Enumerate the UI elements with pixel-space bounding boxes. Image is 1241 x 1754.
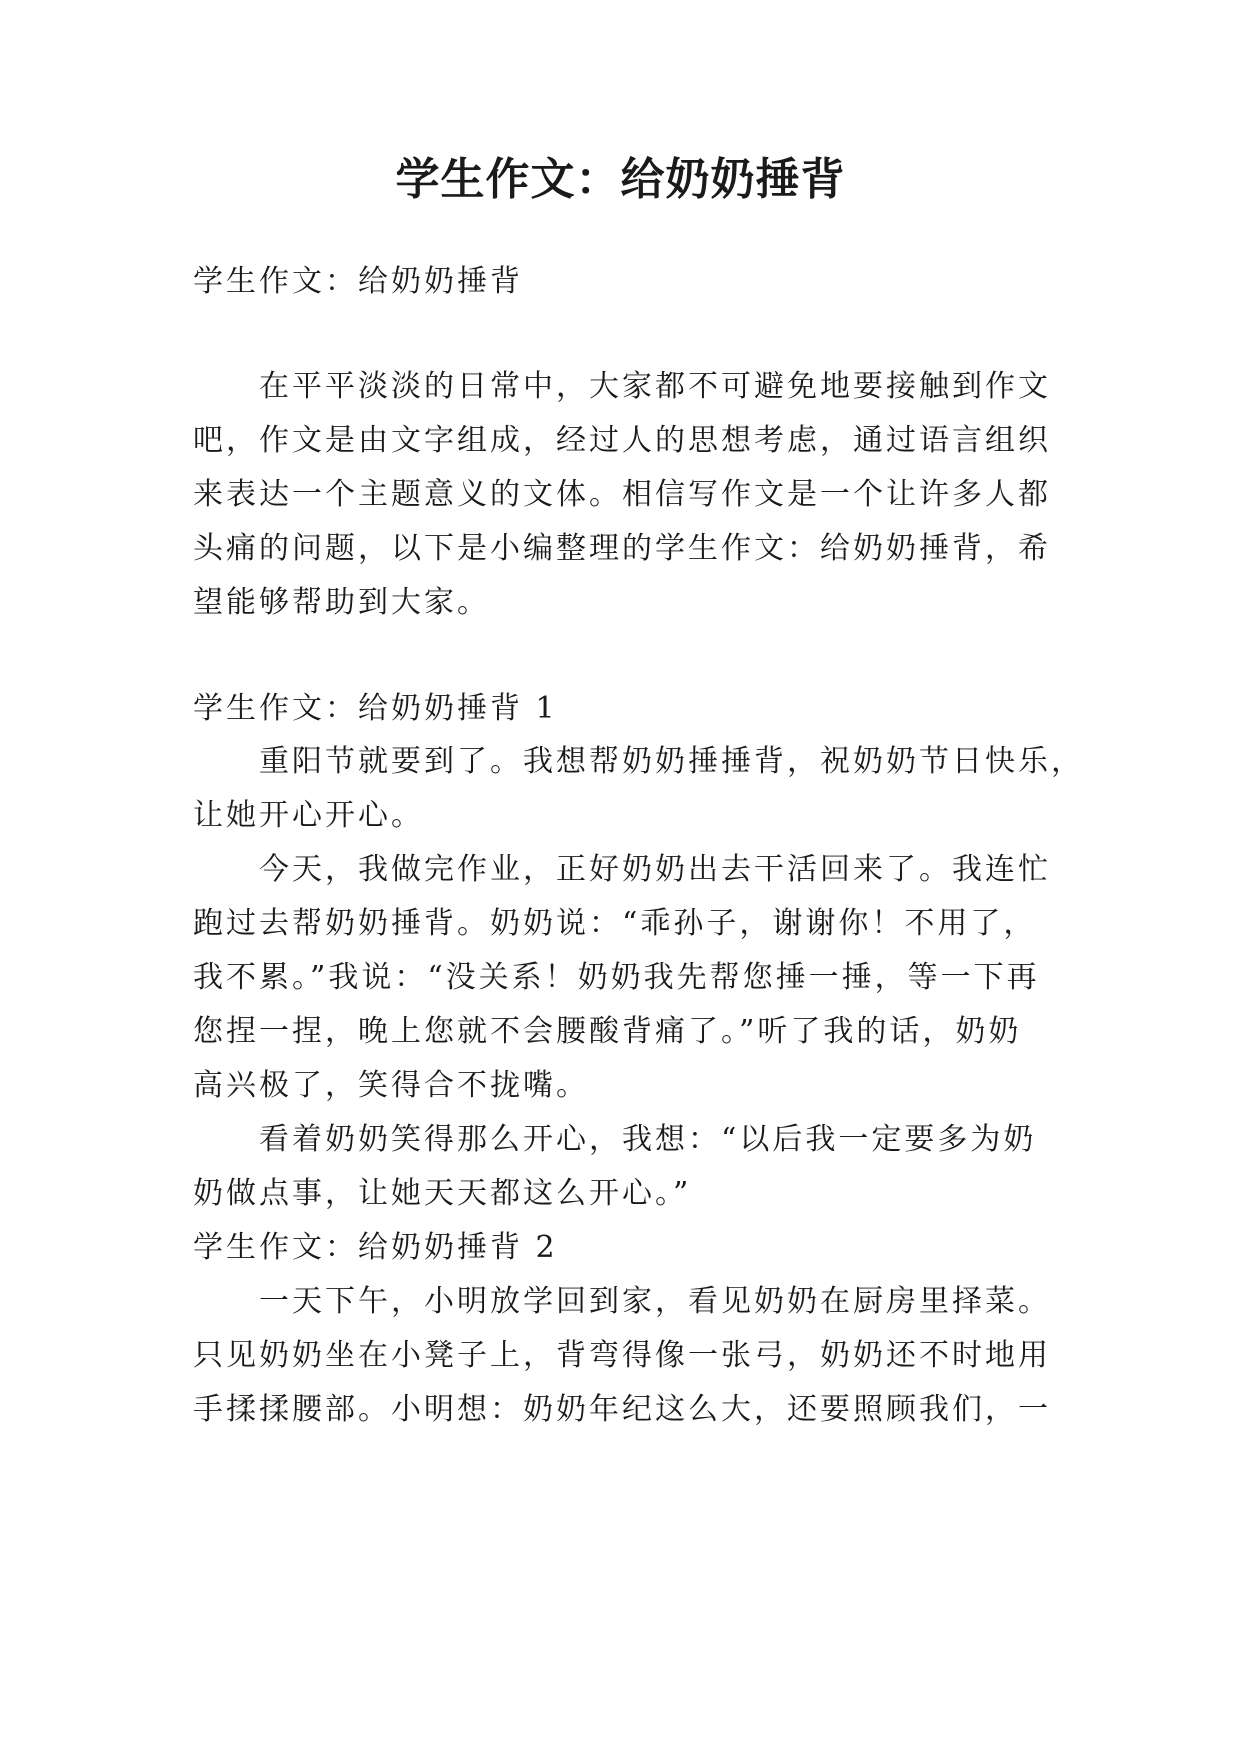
intro-line-2: 吧，作文是由文字组成，经过人的思想考虑，通过语言组织	[193, 423, 1051, 458]
section1-p2-line-2: 跑过去帮奶奶捶背。奶奶说：“乖孙子，谢谢你！不用了，	[193, 906, 1037, 941]
intro-line-5: 望能够帮助到大家。	[193, 585, 490, 620]
section1-p2-line-3: 我不累。”我说：“没关系！奶奶我先帮您捶一捶，等一下再	[193, 960, 1040, 995]
section1-p3-line-1: 看着奶奶笑得那么开心，我想：“以后我一定要多为奶	[259, 1122, 1037, 1157]
section1-heading: 学生作文：给奶奶捶背 1	[193, 691, 558, 726]
section1-p2-line-4: 您捏一捏，晚上您就不会腰酸背痛了。”听了我的话，奶奶	[193, 1014, 1022, 1049]
section1-p2-line-5: 高兴极了，笑得合不拢嘴。	[193, 1068, 589, 1103]
intro-line-4: 头痛的问题，以下是小编整理的学生作文：给奶奶捶背，希	[193, 531, 1051, 566]
section1-p2-line-1: 今天，我做完作业，正好奶奶出去干活回来了。我连忙	[259, 852, 1051, 887]
intro-line-1: 在平平淡淡的日常中，大家都不可避免地要接触到作文	[259, 369, 1051, 404]
intro-line-3: 来表达一个主题意义的文体。相信写作文是一个让许多人都	[193, 477, 1051, 512]
section1-p1-line-1: 重阳节就要到了。我想帮奶奶捶捶背，祝奶奶节日快乐，	[259, 744, 1084, 779]
document-title: 学生作文：给奶奶捶背	[395, 154, 846, 205]
section2-heading: 学生作文：给奶奶捶背 2	[193, 1230, 558, 1265]
section2-p1-line-2: 只见奶奶坐在小凳子上，背弯得像一张弓，奶奶还不时地用	[193, 1338, 1051, 1373]
section1-p1-line-2: 让她开心开心。	[193, 798, 424, 833]
section2-p1-line-3: 手揉揉腰部。小明想：奶奶年纪这么大，还要照顾我们，一	[193, 1392, 1051, 1427]
section2-p1-line-1: 一天下午，小明放学回到家，看见奶奶在厨房里择菜。	[259, 1284, 1051, 1319]
section1-p3-line-2: 奶做点事，让她天天都这么开心。”	[193, 1176, 692, 1211]
document-subtitle: 学生作文：给奶奶捶背	[193, 264, 523, 299]
